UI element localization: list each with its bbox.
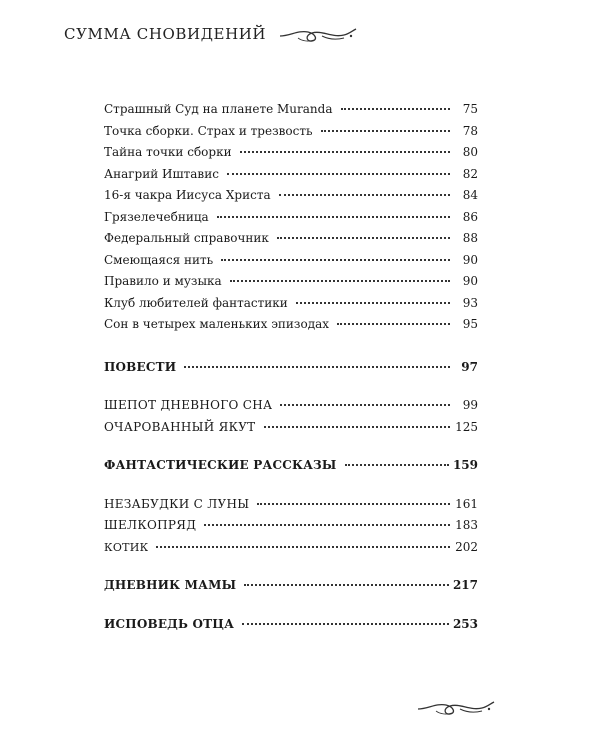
toc-entry xyxy=(104,124,478,146)
toc-entry-page-number: 253 xyxy=(452,616,478,631)
toc-entry-page-number: 95 xyxy=(462,317,478,331)
toc-spacer xyxy=(104,441,478,458)
toc-entry-title: Смеющаяся нить xyxy=(104,252,214,267)
toc-entry-page-number: 99 xyxy=(462,398,478,412)
flourish-ornament-icon xyxy=(278,24,358,44)
dot-leader xyxy=(279,194,450,196)
toc-entry-page-number: 84 xyxy=(462,188,478,202)
running-header xyxy=(64,24,358,44)
dot-leader xyxy=(230,280,450,282)
dot-leader xyxy=(227,173,450,175)
toc-entry-title: Тайна точки сборки xyxy=(104,145,232,159)
toc-entry-page-number: 93 xyxy=(462,295,478,310)
dot-leader xyxy=(184,366,450,368)
toc-entry-title: Сон в четырех маленьких эпизодах xyxy=(104,317,329,331)
toc-entry-title: Правило и музыка xyxy=(104,274,222,288)
toc-entry-title: Клуб любителей фантастики xyxy=(104,295,288,310)
toc-entry-page-number: 125 xyxy=(455,419,478,434)
toc-entry-title: ШЕЛКОПРЯД xyxy=(104,518,197,532)
toc-entry-title: ДНЕВНИК МАМЫ xyxy=(104,578,237,592)
toc-entry-title: ШЕПОТ ДНЕВНОГО СНА xyxy=(104,398,273,412)
toc-entry xyxy=(104,274,478,296)
toc-entry xyxy=(104,420,478,442)
toc-entry-page-number: 86 xyxy=(462,209,478,224)
toc-entry-page-number: 217 xyxy=(452,578,478,592)
toc-entry-page-number: 183 xyxy=(455,518,478,532)
dot-leader xyxy=(296,302,450,304)
toc-section-heading xyxy=(104,617,478,639)
toc-entry-page-number: 202 xyxy=(455,539,478,554)
toc-entry-page-number: 90 xyxy=(462,274,478,288)
toc-entry-page-number: 159 xyxy=(452,458,478,472)
toc-entry xyxy=(104,398,478,420)
toc-entry-title: КОТИК xyxy=(104,540,149,554)
toc-section-heading xyxy=(104,578,478,600)
toc-entry-title: Анагрий Иштавис xyxy=(104,166,219,181)
toc-section-heading xyxy=(104,360,478,382)
toc-entry xyxy=(104,188,478,210)
dot-leader xyxy=(337,323,450,325)
flourish-ornament-icon xyxy=(416,696,496,718)
dot-leader xyxy=(221,259,450,261)
toc-entry-page-number: 82 xyxy=(462,166,478,181)
toc-entry-title: 16-я чакра Иисуса Христа xyxy=(104,188,271,202)
toc-entry-page-number: 88 xyxy=(462,231,478,245)
toc-entry-page-number: 90 xyxy=(462,252,478,267)
dot-leader xyxy=(204,524,450,526)
toc-spacer xyxy=(104,561,478,578)
dot-leader xyxy=(277,237,450,239)
toc-entry xyxy=(104,296,478,318)
toc-entry xyxy=(104,540,478,562)
toc-entry-page-number: 161 xyxy=(455,496,478,511)
dot-leader xyxy=(264,426,451,428)
dot-leader xyxy=(345,464,449,466)
toc-entry-page-number: 97 xyxy=(461,359,478,374)
toc-entry xyxy=(104,210,478,232)
toc-entry-title: ИСПОВЕДЬ ОТЦА xyxy=(104,616,235,631)
toc-entry xyxy=(104,497,478,519)
toc-entry xyxy=(104,167,478,189)
toc-entry xyxy=(104,231,478,253)
toc-entry-title: ФАНТАСТИЧЕСКИЕ РАССКАЗЫ xyxy=(104,458,337,472)
toc-entry-title: ПОВЕСТИ xyxy=(104,359,177,374)
dot-leader xyxy=(156,546,450,548)
toc-spacer xyxy=(104,600,478,617)
toc-entry xyxy=(104,102,478,124)
dot-leader xyxy=(257,503,450,505)
toc-entry-page-number: 75 xyxy=(462,102,478,116)
dot-leader xyxy=(240,151,450,153)
toc-entry xyxy=(104,253,478,275)
dot-leader xyxy=(242,623,449,625)
toc-spacer xyxy=(104,480,478,497)
toc-entry xyxy=(104,518,478,540)
toc-spacer xyxy=(104,339,478,360)
dot-leader xyxy=(321,130,451,132)
toc-section-heading xyxy=(104,458,478,480)
toc-entry-title: Грязелечебница xyxy=(104,209,209,224)
dot-leader xyxy=(217,216,450,218)
dot-leader xyxy=(341,108,451,110)
running-title: СУММА СНОВИДЕНИЙ xyxy=(64,25,267,43)
table-of-contents xyxy=(104,102,478,638)
toc-entry-title: ОЧАРОВАННЫЙ ЯКУТ xyxy=(104,419,256,434)
toc-entry-title: Федеральный справочник xyxy=(104,231,269,245)
toc-entry xyxy=(104,317,478,339)
toc-entry xyxy=(104,145,478,167)
toc-entry-page-number: 78 xyxy=(462,123,478,138)
toc-entry-title: Страшный Суд на планете Muranda xyxy=(104,102,333,116)
toc-entry-page-number: 80 xyxy=(462,145,478,159)
toc-entry-title: Точка сборки. Страх и трезвость xyxy=(104,123,313,138)
toc-entry-title: НЕЗАБУДКИ С ЛУНЫ xyxy=(104,496,250,511)
dot-leader xyxy=(280,404,450,406)
toc-spacer xyxy=(104,381,478,398)
dot-leader xyxy=(244,584,449,586)
